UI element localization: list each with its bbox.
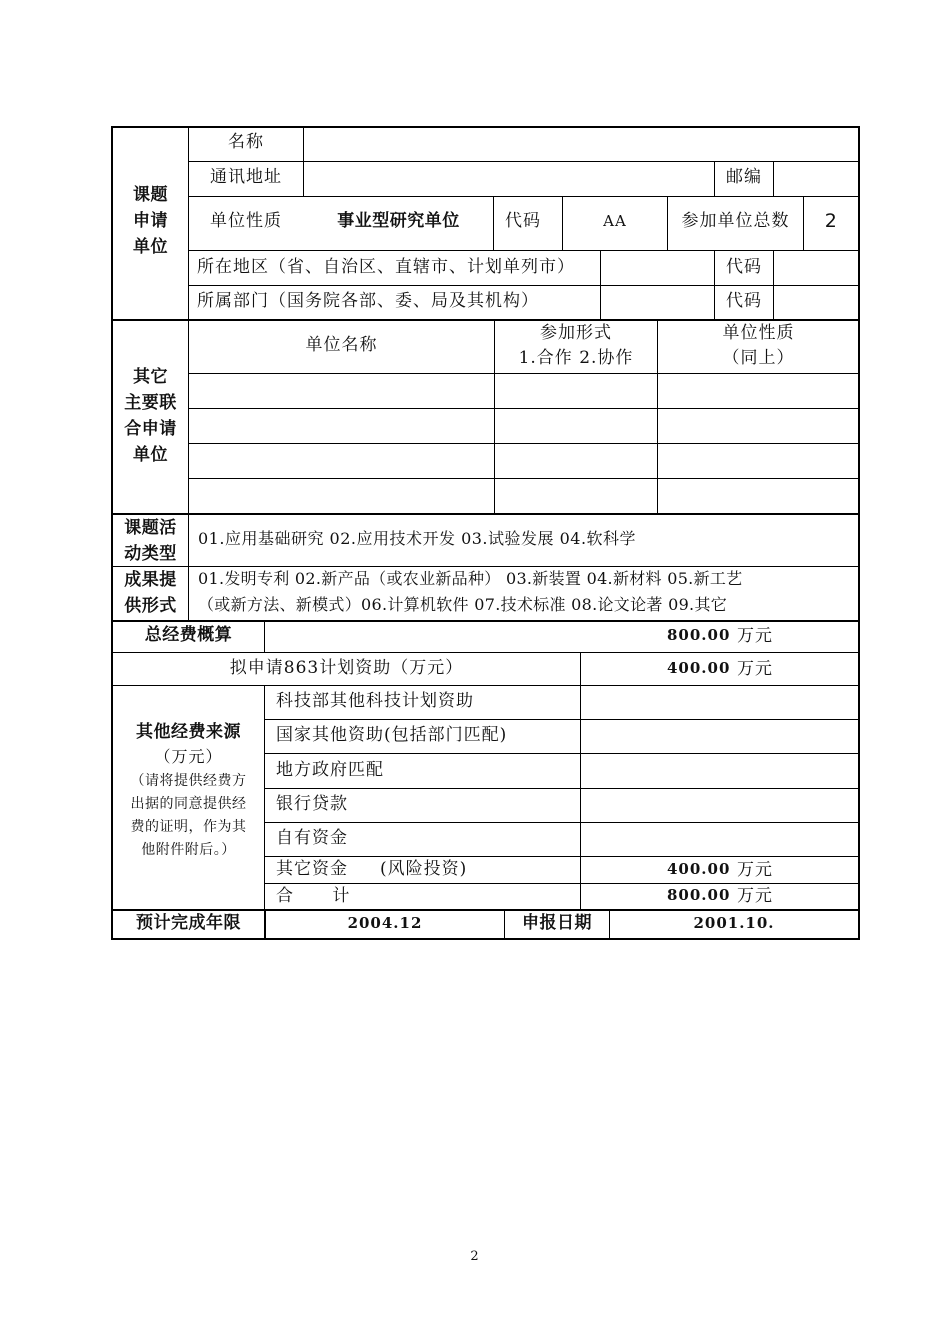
address-label: 通讯地址 — [210, 167, 282, 187]
activity-options: 01.应用基础研究 02.应用技术开发 03.试验发展 04.软科学 — [198, 529, 637, 548]
region-code-label: 代码 — [726, 257, 762, 277]
dept-code-label: 代码 — [726, 291, 762, 311]
requested-funding-label: 拟申请863计划资助（万元） — [229, 658, 464, 678]
total-budget-label: 总经费概算 — [144, 625, 233, 645]
fund-total-label: 合 计 — [276, 886, 351, 906]
unit-nature-label: 单位性质 — [210, 211, 282, 231]
other-funds-title: 其他经费来源 — [136, 722, 241, 742]
joint-nature-field[interactable] — [662, 417, 854, 435]
code-label: 代码 — [505, 211, 541, 231]
joint-unit-name-field[interactable] — [193, 487, 489, 505]
joint-nature-field[interactable] — [662, 452, 854, 470]
total-budget-unit: 万元 — [737, 626, 773, 646]
outcome-options-line1: 01.发明专利 02.新产品（或农业新品种） 03.新装置 04.新材料 05.新工艺 — [198, 569, 743, 588]
col-unit-name: 单位名称 — [305, 335, 378, 355]
joint-nature-field[interactable] — [662, 487, 854, 505]
dept-code-field[interactable] — [778, 293, 854, 311]
applicant-section-label: 课题 申请 单位 — [133, 185, 168, 257]
total-budget-value: 800.00 — [667, 626, 731, 644]
deadline-label: 预计完成年限 — [136, 913, 241, 933]
fund-source-label: 地方政府匹配 — [276, 760, 384, 780]
col-participation-options: 1.合作 2.协作 — [518, 348, 634, 368]
fund-source-value[interactable] — [586, 727, 854, 745]
col-participation-title: 参加形式 — [540, 323, 612, 343]
joint-form-field[interactable] — [499, 382, 653, 400]
joint-unit-name-field[interactable] — [193, 452, 489, 470]
other-funds-unit: （万元） — [154, 747, 223, 766]
region-field[interactable] — [604, 259, 710, 277]
postcode-label: 邮编 — [726, 167, 762, 187]
fund-source-label: 科技部其他科技计划资助 — [276, 691, 474, 711]
name-field[interactable] — [310, 134, 850, 152]
page-number: 2 — [470, 1249, 480, 1264]
requested-funding-unit: 万元 — [737, 659, 773, 679]
fund-total-value: 800.00 — [667, 886, 731, 904]
other-funds-label — [113, 720, 264, 862]
dept-field[interactable] — [604, 293, 710, 311]
code-value: AA — [603, 212, 627, 230]
address-field[interactable] — [310, 169, 708, 187]
fund-source-label: 银行贷款 — [276, 794, 348, 814]
outcome-options-line2: （或新方法、新模式）06.计算机软件 07.技术标准 08.论文论著 09.其它 — [198, 595, 728, 614]
dept-label: 所属部门（国务院各部、委、局及其机构） — [197, 291, 539, 311]
postcode-field[interactable] — [778, 169, 854, 187]
region-code-field[interactable] — [778, 259, 854, 277]
joint-form-field[interactable] — [499, 487, 653, 505]
apply-date-label: 申报日期 — [522, 913, 592, 933]
fund-source-label: 自有资金 — [276, 828, 348, 848]
unit-nature-value: 事业型研究单位 — [337, 211, 460, 231]
joint-form-field[interactable] — [499, 452, 653, 470]
joint-unit-name-field[interactable] — [193, 382, 489, 400]
fund-total-unit: 万元 — [737, 886, 773, 906]
fund-source-value[interactable] — [586, 830, 854, 848]
apply-date-value: 2001.10. — [693, 914, 775, 932]
requested-funding-value: 400.00 — [667, 659, 731, 677]
fund-source-label: 其它资金 (风险投资) — [276, 859, 468, 879]
fund-source-value[interactable] — [586, 693, 854, 711]
deadline-value: 2004.12 — [347, 914, 423, 932]
fund-source-value[interactable] — [586, 762, 854, 780]
region-label: 所在地区（省、自治区、直辖市、计划单列市） — [197, 257, 575, 277]
joint-unit-name-field[interactable] — [193, 417, 489, 435]
joint-nature-field[interactable] — [662, 382, 854, 400]
participants-label: 参加单位总数 — [681, 211, 790, 231]
fund-source-unit: 万元 — [737, 860, 773, 880]
col-nature-title: 单位性质 — [722, 323, 795, 343]
fund-source-label: 国家其他资助(包括部门匹配) — [276, 725, 508, 745]
joint-form-field[interactable] — [499, 417, 653, 435]
outcome-label: 成果提 供形式 — [124, 570, 177, 616]
fund-source-value: 400.00 — [667, 860, 731, 878]
col-nature-note: （同上） — [722, 348, 795, 368]
activity-label: 课题活 动类型 — [124, 518, 177, 564]
other-funds-note: （请将提供经费方 出据的同意提供经 费的证明，作为其 他附件附后。） — [130, 773, 247, 858]
joint-section-label: 其它 主要联 合申请 单位 — [124, 367, 177, 465]
participants-value: 2 — [824, 210, 838, 232]
fund-source-value[interactable] — [586, 796, 854, 814]
name-label: 名称 — [228, 132, 264, 152]
